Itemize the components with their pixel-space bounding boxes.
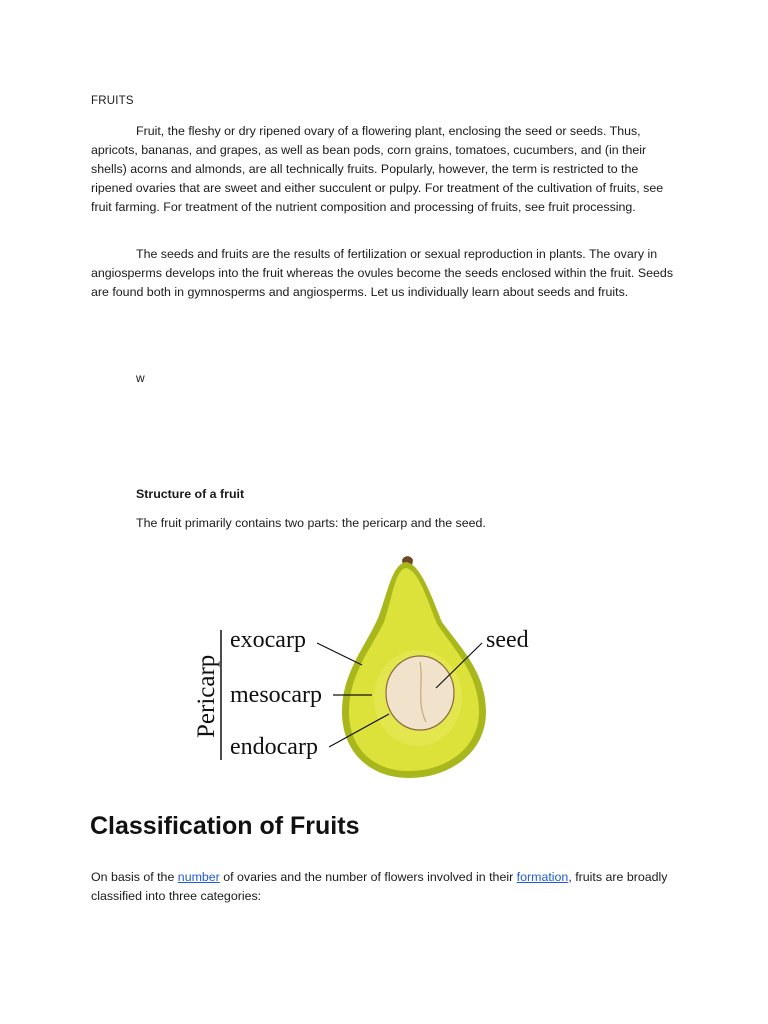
paragraph-text: , fruits are broadly classified into three categories:: [91, 870, 668, 903]
paragraph-text: On basis of the: [91, 870, 178, 884]
paragraph-classification: [91, 868, 681, 906]
formation-link[interactable]: formation: [516, 870, 569, 884]
classification-heading: Classification of Fruits: [90, 812, 360, 840]
paragraph-seeds-fruits: [91, 245, 681, 302]
number-link[interactable]: number: [177, 870, 220, 884]
structure-text: The fruit primarily contains two parts: the pericarp and the seed.: [136, 516, 486, 530]
paragraph-fruit-definition: [91, 122, 681, 217]
paragraph-text: The seeds and fruits are the results of fertilization or sexual reproduction in plants. The ovary in angiosperms develops into the fruit whereas the ovules become the seeds enclosed within the fruit. Seeds are found both in gymnosperms and angiosperms. Let us individually learn about seeds and fruits.: [91, 247, 674, 299]
seed-shape: [386, 656, 454, 730]
exocarp-label: exocarp: [230, 627, 306, 653]
paragraph-text: of ovaries and the number of flowers involved in their: [219, 870, 517, 884]
structure-heading: Structure of a fruit: [136, 487, 245, 501]
seed-label: seed: [486, 627, 529, 653]
document-title: FRUITS: [91, 95, 134, 107]
paragraph-text: Fruit, the fleshy or dry ripened ovary of a flowering plant, enclosing the seed or seeds. Thus, apricots, bananas, and grapes, as well as bean pods, corn grains, tomatoes, cucumbers, and (in their shells) acorns and almonds, are all technically fruits. Popularly, however, the term is restricted to the ripened ovaries that are sweet and either succulent or pulpy. For treatment of the cultivation of fruits, see fruit farming. For treatment of the nutrient composition and processing of fruits, see fruit processing.: [91, 124, 664, 214]
exocarp-pointer: [317, 643, 362, 665]
endocarp-label: endocarp: [230, 734, 318, 760]
avocado-figure: [180, 552, 560, 784]
mesocarp-label: mesocarp: [230, 682, 322, 708]
stray-character: w: [136, 371, 145, 385]
pericarp-label: Pericarp: [193, 654, 220, 738]
avocado-diagram: [180, 552, 560, 784]
